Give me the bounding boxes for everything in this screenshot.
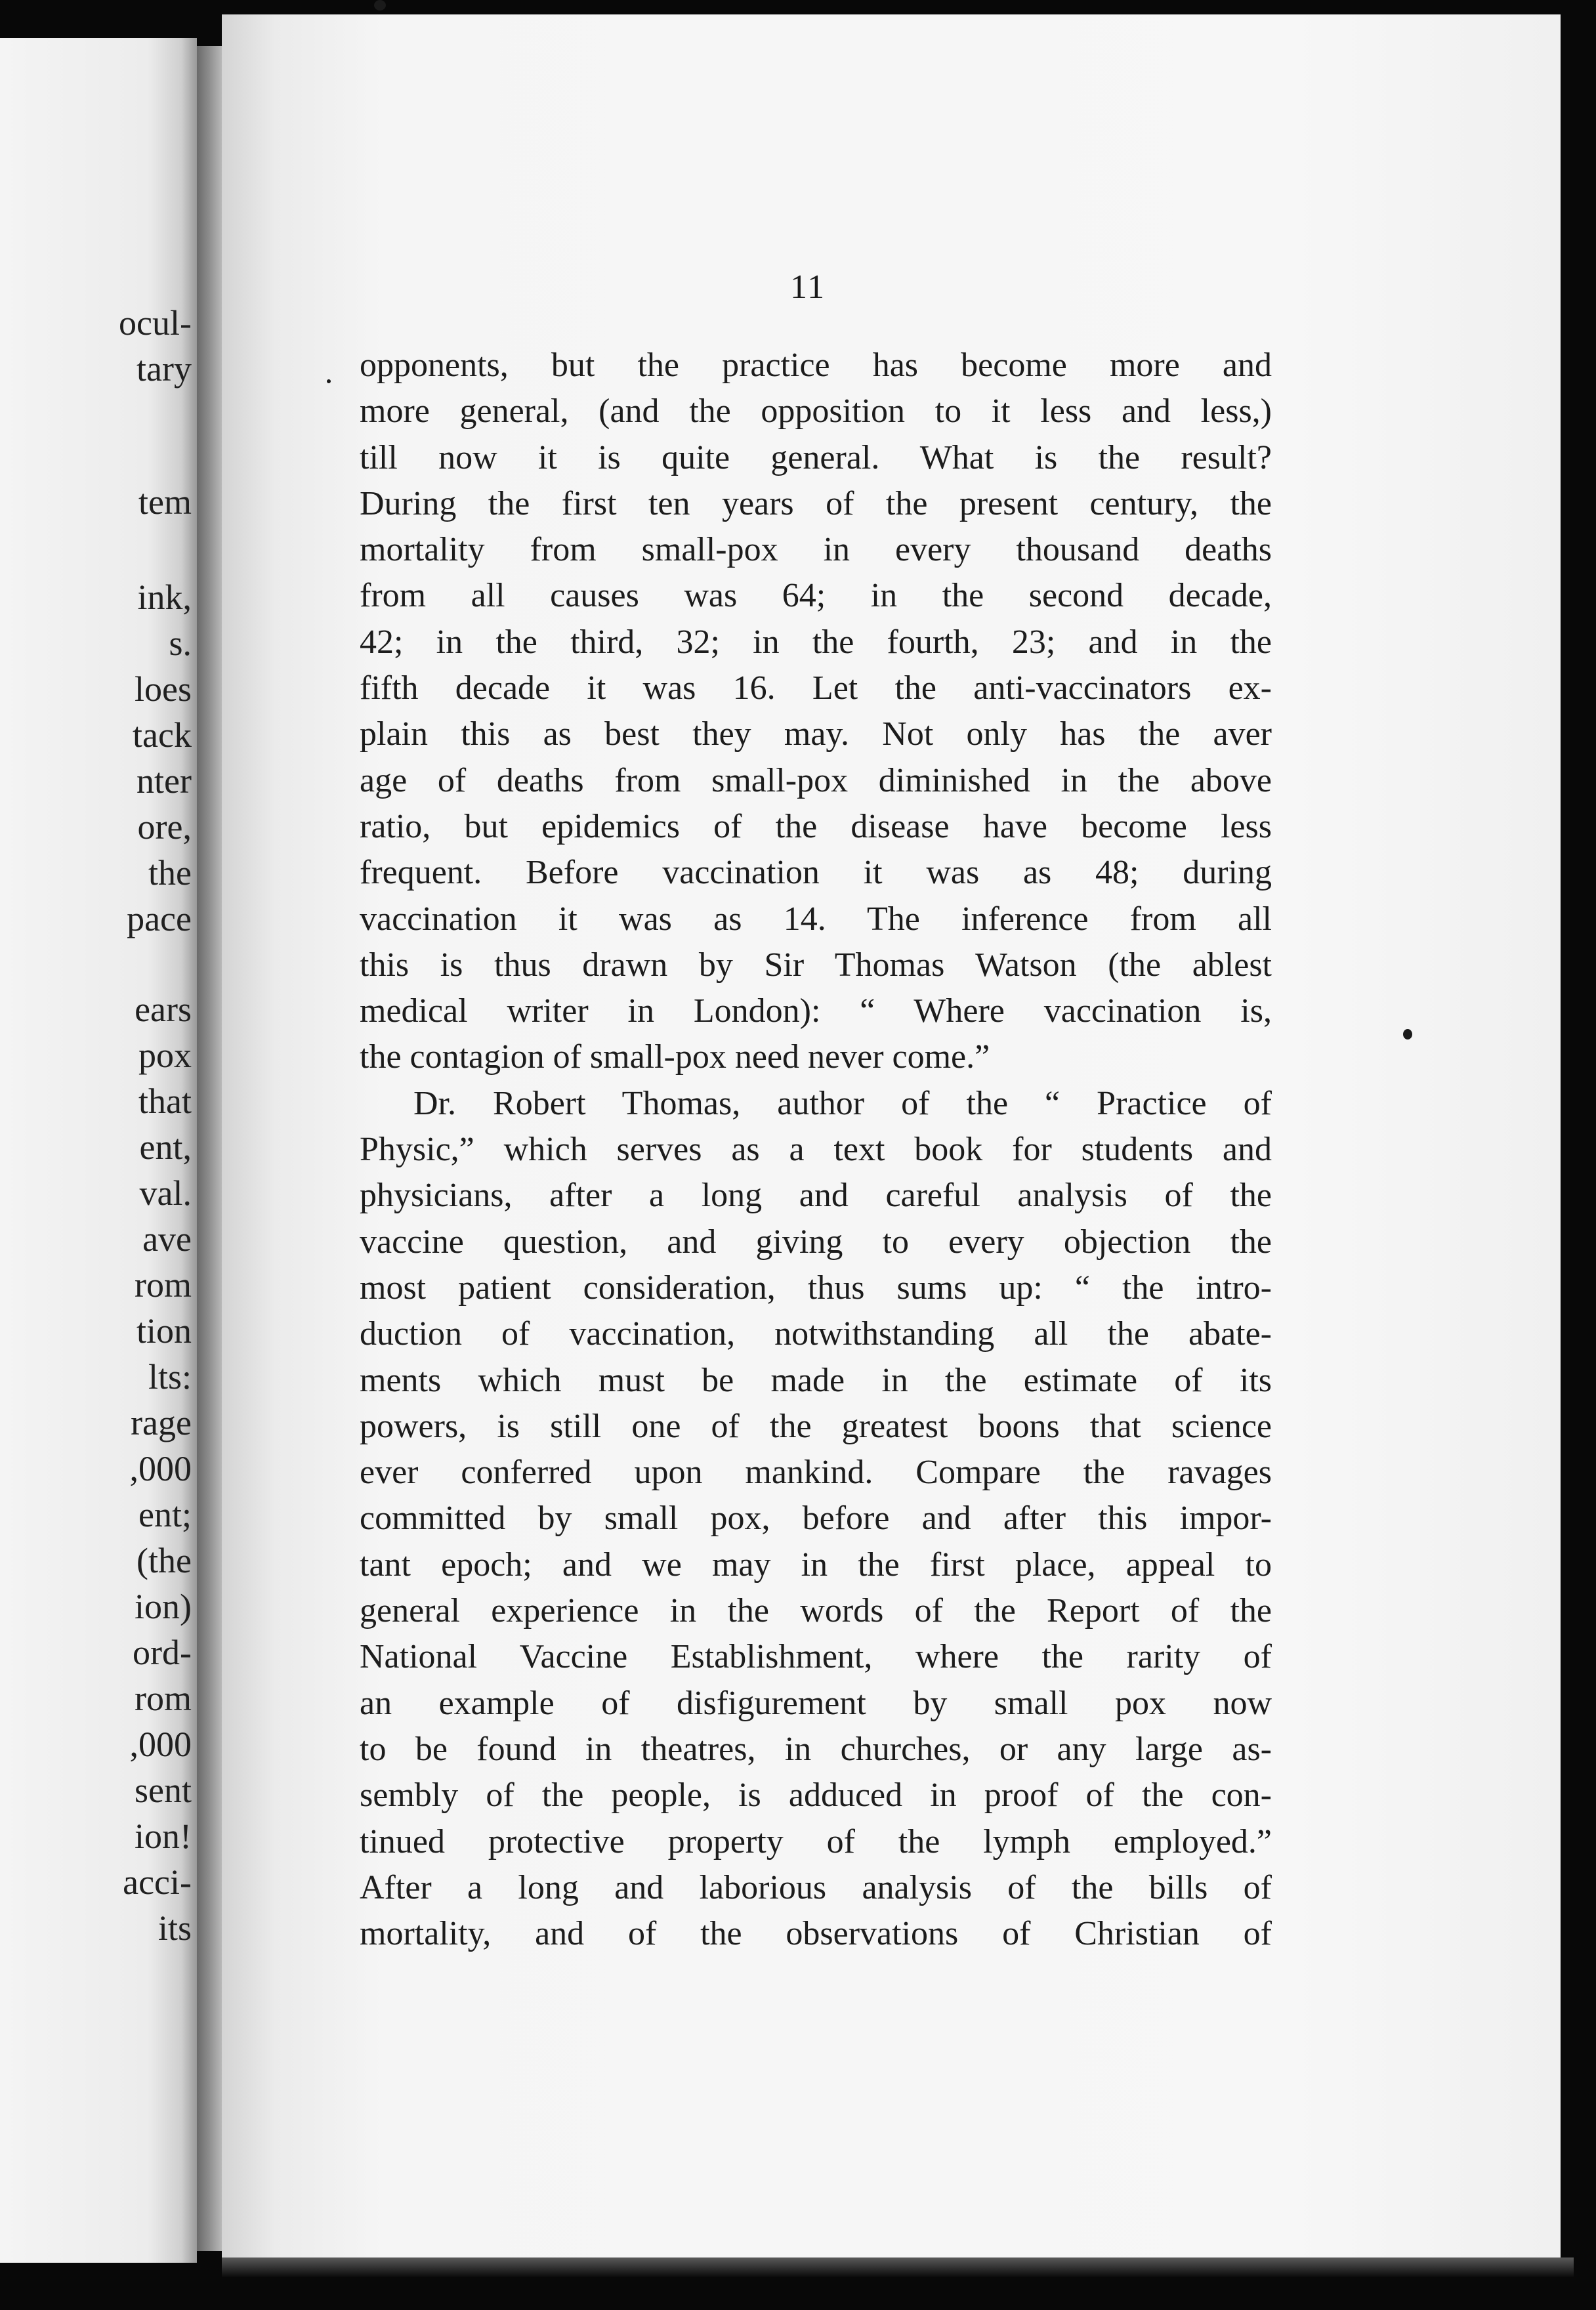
previous-page-line-fragment: (the bbox=[136, 1541, 192, 1580]
text-line: till now it is quite general. What is the result? bbox=[360, 438, 1272, 476]
previous-page-line-fragment: tary bbox=[136, 349, 192, 388]
previous-page-line-fragment: ord- bbox=[133, 1633, 192, 1672]
ink-speck bbox=[374, 0, 386, 10]
previous-page-line-fragment: ent; bbox=[138, 1495, 192, 1534]
text-line: ratio, but epidemics of the disease have become less bbox=[360, 807, 1272, 845]
previous-page-line-fragment: tion bbox=[136, 1311, 192, 1351]
book-gutter bbox=[197, 46, 223, 2251]
previous-page-line-fragment: pox bbox=[138, 1036, 192, 1075]
text-line: sembly of the people, is adduced in proof of the con- bbox=[360, 1776, 1272, 1815]
text-line: During the first ten years of the present century, the bbox=[360, 484, 1272, 522]
text-line: vaccine question, and giving to every objection the bbox=[360, 1223, 1272, 1261]
body-text bbox=[360, 343, 1272, 1957]
page-bottom-shadow bbox=[222, 2258, 1574, 2277]
text-line: duction of vaccination, notwithstanding all the abate- bbox=[360, 1315, 1272, 1353]
text-line: physicians, after a long and careful analysis of the bbox=[360, 1177, 1272, 1215]
text-line: general experience in the words of the Report of the bbox=[360, 1592, 1272, 1630]
ink-speck bbox=[327, 379, 331, 383]
previous-page-line-fragment: loes bbox=[135, 669, 192, 709]
previous-page-line-fragment: rage bbox=[131, 1403, 192, 1442]
text-line: 42; in the third, 32; in the fourth, 23; and in the bbox=[360, 623, 1272, 661]
text-line: mortality, and of the observations of Christian of bbox=[360, 1915, 1272, 1953]
previous-page-line-fragment: rom bbox=[135, 1679, 192, 1718]
previous-page-line-fragment: lts: bbox=[148, 1357, 192, 1396]
text-line: to be found in theatres, in churches, or any large as- bbox=[360, 1730, 1272, 1768]
previous-page-line-fragment: ent, bbox=[139, 1127, 192, 1167]
text-line: from all causes was 64; in the second decade, bbox=[360, 577, 1272, 615]
text-line: fifth decade it was 16. Let the anti-vaccinators ex- bbox=[360, 669, 1272, 707]
text-line: plain this as best they may. Not only has the aver bbox=[360, 715, 1272, 753]
previous-page-line-fragment: acci- bbox=[123, 1862, 192, 1902]
text-line: age of deaths from small-pox diminished in the above bbox=[360, 761, 1272, 799]
text-line: an example of disfigurement by small pox now bbox=[360, 1684, 1272, 1722]
previous-page-line-fragment: ocul- bbox=[119, 303, 192, 343]
text-line: tinued protective property of the lymph employed.” bbox=[360, 1822, 1272, 1860]
previous-page-line-fragment: the bbox=[148, 853, 192, 892]
text-line: mortality from small-pox in every thousand deaths bbox=[360, 531, 1272, 569]
previous-page-line-fragment: rom bbox=[135, 1265, 192, 1305]
text-line: the contagion of small-pox need never come.” bbox=[360, 1038, 990, 1076]
text-line: this is thus drawn by Sir Thomas Watson (the ablest bbox=[360, 946, 1272, 984]
previous-page-line-fragment: ,000 bbox=[129, 1725, 192, 1764]
text-line: tant epoch; and we may in the first place, appeal to bbox=[360, 1545, 1272, 1584]
text-line: committed by small pox, before and after this impor- bbox=[360, 1500, 1272, 1538]
previous-page-line-fragment: s. bbox=[169, 623, 192, 663]
previous-page-line-fragment: val. bbox=[139, 1173, 192, 1213]
text-line: most patient consideration, thus sums up: “ the intro- bbox=[360, 1269, 1272, 1307]
previous-page-line-fragment: tem bbox=[138, 482, 192, 522]
previous-page-line-fragment: pace bbox=[127, 899, 192, 938]
previous-page-line-fragment: ink, bbox=[137, 578, 192, 617]
text-line: more general, (and the opposition to it less and less,) bbox=[360, 392, 1272, 430]
text-line: vaccination it was as 14. The inference from all bbox=[360, 900, 1272, 938]
text-line: frequent. Before vaccination it was as 48; during bbox=[360, 854, 1272, 892]
text-line: National Vaccine Establishment, where the rarity of bbox=[360, 1638, 1272, 1676]
previous-page-line-fragment: ion! bbox=[135, 1816, 192, 1856]
text-line: ever conferred upon mankind. Compare the ravages bbox=[360, 1454, 1272, 1492]
previous-page-line-fragment: nter bbox=[136, 761, 192, 801]
ink-speck bbox=[1403, 1029, 1412, 1040]
text-line: opponents, but the practice has become more and bbox=[360, 346, 1272, 384]
page-number: 11 bbox=[790, 268, 826, 306]
previous-page-line-fragment: that bbox=[138, 1082, 192, 1121]
text-line: powers, is still one of the greatest boons that science bbox=[360, 1407, 1272, 1445]
text-line: medical writer in London): “ Where vaccination is, bbox=[360, 992, 1272, 1030]
text-line: Dr. Robert Thomas, author of the “ Practice of bbox=[413, 1084, 1272, 1122]
previous-page-line-fragment: ,000 bbox=[129, 1449, 192, 1488]
previous-page-line-fragment: ore, bbox=[137, 807, 192, 847]
previous-page-edge bbox=[0, 38, 197, 2263]
previous-page-line-fragment: ion) bbox=[135, 1587, 192, 1626]
text-line: After a long and laborious analysis of the bills of bbox=[360, 1868, 1272, 1906]
previous-page-line-fragment: tack bbox=[133, 715, 192, 755]
text-line: ments which must be made in the estimate of its bbox=[360, 1361, 1272, 1399]
previous-page-line-fragment: ears bbox=[135, 990, 192, 1029]
previous-page-line-fragment: ave bbox=[142, 1219, 192, 1259]
previous-page-line-fragment: its bbox=[158, 1908, 192, 1948]
previous-page-line-fragment: sent bbox=[135, 1771, 192, 1810]
text-line: Physic,” which serves as a text book for students and bbox=[360, 1131, 1272, 1169]
